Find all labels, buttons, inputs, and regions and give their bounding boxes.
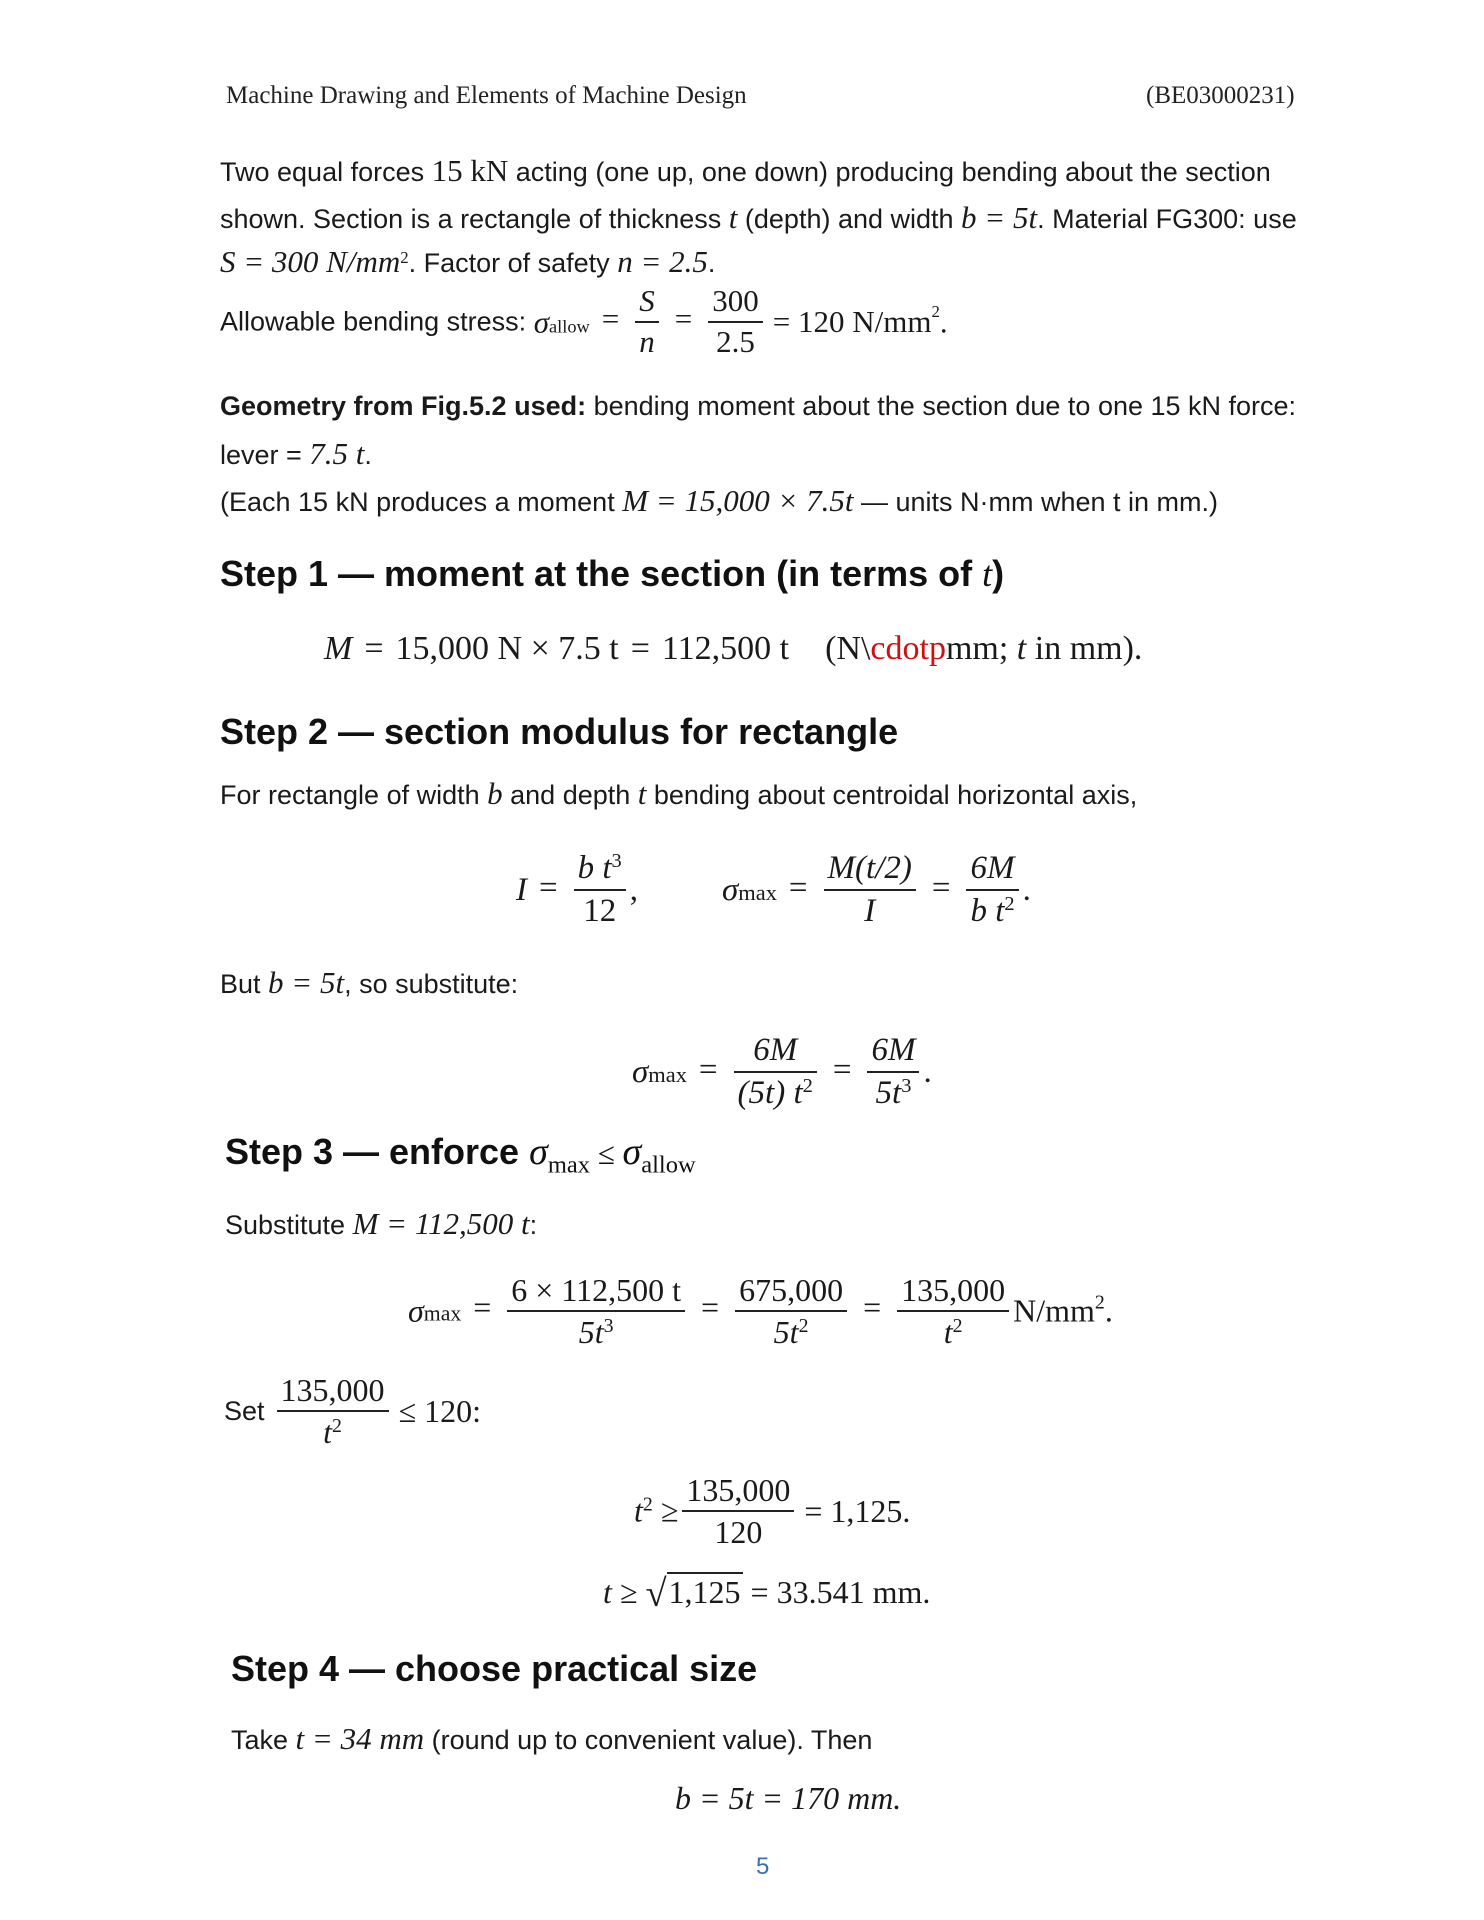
- allowable-stress-line: Allowable bending stress: $\sigma_{allow}$ = $\frac{S}{n}$ = $\frac{300}{2.5}$ = 120 $N/mm^2$.: [220, 282, 948, 362]
- var-t: t: [1016, 630, 1027, 667]
- t-sqrt-result: [603, 1572, 930, 1616]
- text: (depth) and width: [737, 204, 962, 234]
- max-stress-eq: σmax = $\frac{M(t/2)}{I}$ = $\frac{6M}{b t^2}$ .: [722, 848, 1031, 933]
- fraction-6M-bt2: [966, 848, 1018, 933]
- sub: max: [648, 1062, 687, 1088]
- var-t: t: [982, 554, 993, 594]
- var-t: t: [728, 200, 738, 235]
- sub: allow: [548, 316, 590, 337]
- product: 15,000 N × 7.5 t: [395, 630, 619, 667]
- num: 6 × 112,500 t: [507, 1270, 685, 1312]
- den: (5t) t: [737, 1075, 803, 1112]
- punct: .: [939, 304, 948, 340]
- den: 2.5: [716, 323, 755, 359]
- sub: allow: [641, 1151, 696, 1179]
- den: 5t: [773, 1314, 799, 1350]
- exp: 2: [332, 1415, 342, 1438]
- lever-value: 7.5 t: [309, 436, 365, 471]
- intro-line-3: [220, 246, 715, 277]
- den: 12: [583, 893, 617, 930]
- result: = 1,125.: [804, 1492, 911, 1529]
- units-close: in mm).: [1026, 630, 1143, 667]
- dot: .: [1022, 871, 1031, 908]
- text: ): [992, 553, 1005, 594]
- den: 5t: [578, 1314, 604, 1350]
- num: 135,000: [682, 1470, 794, 1512]
- moment-eq: M = 15,000 × 7.5t: [622, 483, 854, 518]
- text: . Material FG300: use: [1037, 204, 1297, 234]
- exp: 3: [901, 1075, 912, 1097]
- sigma: σ: [533, 304, 549, 340]
- intro-line-1: [220, 155, 1271, 186]
- fraction-2: [735, 1270, 847, 1352]
- sup: 2: [931, 302, 940, 322]
- header-title: Machine Drawing and Elements of Machine Design: [226, 82, 747, 109]
- geometry-line-3: [220, 485, 1218, 516]
- sigma: σ: [622, 1131, 642, 1173]
- text: Substitute: [225, 1210, 353, 1240]
- page-number: 5: [756, 1853, 770, 1880]
- label: Allowable bending stress:: [220, 306, 534, 337]
- step3-heading: [225, 1130, 696, 1180]
- fraction-Mt2-I: [824, 848, 916, 933]
- var-M: M: [324, 630, 353, 667]
- num: 135,000: [277, 1370, 389, 1412]
- stress-expression-eq: σmax = $\frac{6 \times 112,500 t}{5t^3}$ = $\frac{675,000}{5t^2}$ = $\frac{135,000}{t^2}$ $N/mm^2$.: [408, 1272, 1113, 1350]
- radical-icon: √: [645, 1573, 667, 1615]
- geometry-line-2: [220, 438, 372, 469]
- final-width-eq: b = 5t = 170 mm.: [675, 1780, 902, 1816]
- num: 6M: [867, 1030, 919, 1073]
- text: bending moment about the section due to one 15 kN force:: [586, 391, 1297, 421]
- text: lever =: [220, 440, 310, 470]
- var-b: b: [487, 776, 503, 811]
- step1-heading: [220, 553, 1004, 595]
- exp: 3: [611, 849, 622, 872]
- text: — units N·mm when t in mm.): [853, 487, 1219, 517]
- sub: max: [547, 1151, 590, 1179]
- text: Two equal forces: [220, 157, 432, 187]
- fraction-1: [507, 1270, 685, 1352]
- units-open: (N\: [825, 630, 871, 667]
- units: N/mm: [1013, 1292, 1095, 1329]
- width-eq: b = 5t: [268, 965, 345, 1000]
- render-error: cdotp: [870, 630, 946, 667]
- text: But: [220, 969, 269, 999]
- text: . Factor of safety: [408, 248, 618, 278]
- text: Step 3 — enforce: [225, 1131, 530, 1172]
- den: t: [323, 1414, 333, 1450]
- fraction-bt3-12: [574, 848, 626, 933]
- equals: =: [630, 630, 650, 667]
- num: 6M: [966, 848, 1018, 891]
- text: (Each 15 kN produces a moment: [220, 487, 623, 517]
- sub: max: [423, 1301, 462, 1326]
- fraction-300-2.5: [708, 282, 763, 362]
- header-code: (BE03000231): [1146, 82, 1295, 109]
- text: bending about centroidal horizontal axis,: [646, 780, 1138, 810]
- radicand: 1,125: [668, 1573, 741, 1610]
- step4-heading: Step 4 — choose practical size: [231, 1648, 758, 1689]
- fraction-S-n: [635, 282, 659, 362]
- text: Take: [231, 1725, 296, 1755]
- sigma: σ: [722, 871, 739, 908]
- result: = 120 N/mm: [772, 304, 932, 340]
- step2-heading: Step 2 — section modulus for rectangle: [220, 711, 899, 752]
- moment-value: M = 112,500 t: [352, 1206, 530, 1241]
- fraction-3: [897, 1270, 1009, 1352]
- t-squared-inequality: [634, 1470, 910, 1552]
- text: , so substitute:: [344, 969, 519, 999]
- t-ge: t ≥: [603, 1573, 646, 1610]
- units: mm;: [945, 630, 1017, 667]
- width-eq: b = 5t: [961, 200, 1038, 235]
- fraction-135000-t2: [277, 1370, 389, 1452]
- den: 120: [714, 1514, 763, 1550]
- text: acting (one up, one down) producing bending about the section: [508, 157, 1271, 187]
- fraction-135000-120: [682, 1470, 794, 1552]
- dot: .: [1104, 1292, 1113, 1329]
- den: 5t: [875, 1075, 902, 1112]
- text: .: [364, 440, 372, 470]
- text: and depth: [502, 780, 638, 810]
- step2-desc: [220, 778, 1137, 809]
- num: 135,000: [897, 1270, 1009, 1312]
- le-120: ≤ 120:: [398, 1392, 481, 1429]
- sigma: σ: [632, 1053, 649, 1090]
- num: 300: [708, 282, 763, 323]
- text: :: [529, 1210, 538, 1240]
- num: b t: [577, 850, 612, 886]
- var-I: I: [516, 871, 527, 908]
- exp: 2: [642, 1493, 653, 1516]
- ge: ≥: [652, 1492, 679, 1529]
- safety-eq: n = 2.5: [617, 244, 708, 279]
- le: ≤: [589, 1136, 623, 1171]
- exp: 2: [798, 1315, 809, 1338]
- equals: =: [364, 630, 384, 667]
- substitute-line: [220, 967, 518, 998]
- sigma: σ: [529, 1131, 548, 1173]
- den: t: [943, 1314, 953, 1350]
- sup: 2: [1094, 1291, 1105, 1314]
- exp: 3: [603, 1315, 614, 1338]
- section-modulus-eq: I = $\frac{b t^3}{12}$ ,: [516, 848, 638, 933]
- bold-label: Geometry from Fig.5.2 used:: [220, 391, 587, 421]
- num: M(t/2): [824, 848, 916, 891]
- var-t: t: [634, 1492, 643, 1529]
- den: n: [639, 323, 655, 359]
- sigma: σ: [408, 1292, 424, 1329]
- geometry-line-1: [220, 393, 1296, 420]
- den: I: [864, 893, 876, 930]
- sub: max: [738, 880, 777, 906]
- text: For rectangle of width: [220, 780, 488, 810]
- num: 675,000: [735, 1270, 847, 1312]
- step1-equation: [324, 630, 1142, 668]
- fraction-6M-5t3: [867, 1030, 919, 1115]
- take-line: [231, 1723, 872, 1754]
- substituted-stress-eq: σmax = $\frac{6M}{(5t) t^2}$ = $\frac{6M}{5t^3}$ .: [632, 1030, 932, 1115]
- t-value: t = 34 mm: [295, 1721, 425, 1756]
- substitute-M-line: [225, 1208, 537, 1239]
- exp: 2: [952, 1315, 963, 1338]
- strength-eq: S = 300 N/mm: [220, 244, 401, 279]
- num: 6M: [734, 1030, 817, 1073]
- sup: 2: [400, 247, 409, 267]
- intro-line-2: [220, 202, 1297, 233]
- set-inequality: [224, 1370, 481, 1452]
- text: Step 1 — moment at the section (in terms of: [220, 553, 983, 594]
- text: .: [707, 248, 716, 278]
- text: shown. Section is a rectangle of thickness: [220, 204, 729, 234]
- fraction-6M-5tt2: [734, 1030, 817, 1115]
- force-value: 15 kN: [431, 153, 509, 188]
- comma: ,: [629, 871, 639, 908]
- den: b t: [970, 893, 1005, 930]
- var-t: t: [637, 776, 647, 811]
- label: Set: [224, 1395, 265, 1426]
- result: 112,500 t: [661, 630, 790, 667]
- exp: 2: [802, 1075, 813, 1097]
- text: (round up to convenient value). Then: [424, 1725, 873, 1755]
- exp: 2: [1004, 893, 1015, 915]
- result: = 33.541 mm.: [742, 1573, 931, 1610]
- dot: .: [923, 1053, 932, 1090]
- num: S: [635, 282, 659, 323]
